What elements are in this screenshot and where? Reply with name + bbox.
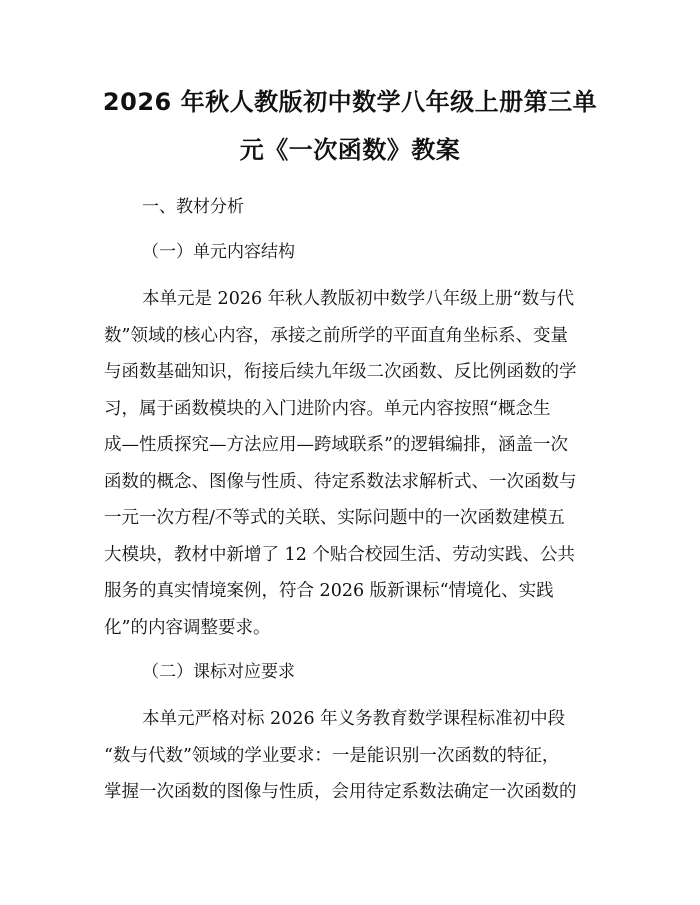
- paragraph-line: “数与代数”领域的学业要求：一是能识别一次函数的特征，: [104, 746, 560, 766]
- document-title-line-1: 2026 年秋人教版初中数学八年级上册第三单: [102, 88, 598, 116]
- paragraph-line: 函数的概念、图像与性质、待定系数法求解析式、一次函数与: [104, 472, 577, 492]
- subsection-heading-unit-structure: （一）单元内容结构: [142, 242, 295, 262]
- paragraph-line: 习，属于函数模块的入门进阶内容。单元内容按照“概念生: [104, 399, 551, 419]
- section-heading-material-analysis: 一、教材分析: [142, 197, 244, 217]
- paragraph-line: 数”领域的核心内容，承接之前所学的平面直角坐标系、变量: [104, 326, 568, 346]
- paragraph-line: 大模块，教材中新增了 12 个贴合校园生活、劳动实践、公共: [104, 545, 575, 565]
- paragraph-line: 成—性质探究—方法应用—跨域联系”的逻辑编排，涵盖一次: [104, 435, 568, 455]
- paragraph-line: 化”的内容调整要求。: [104, 618, 271, 638]
- subsection-heading-curriculum-requirements: （二）课标对应要求: [142, 662, 295, 682]
- paragraph-line: 本单元是 2026 年秋人教版初中数学八年级上册“数与代: [142, 289, 575, 309]
- paragraph-line: 与函数基础知识，衔接后续九年级二次函数、反比例函数的学: [104, 362, 577, 382]
- paragraph-line: 一元一次方程/不等式的关联、实际问题中的一次函数建模五: [104, 508, 565, 528]
- document-title-line-2: 元《一次函数》教案: [239, 136, 461, 164]
- paragraph-line: 掌握一次函数的图像与性质，会用待定系数法确定一次函数的: [104, 782, 577, 802]
- paragraph-line: 服务的真实情境案例，符合 2026 版新课标“情境化、实践: [104, 581, 554, 601]
- paragraph-line: 本单元严格对标 2026 年义务教育数学课程标准初中段: [142, 709, 566, 729]
